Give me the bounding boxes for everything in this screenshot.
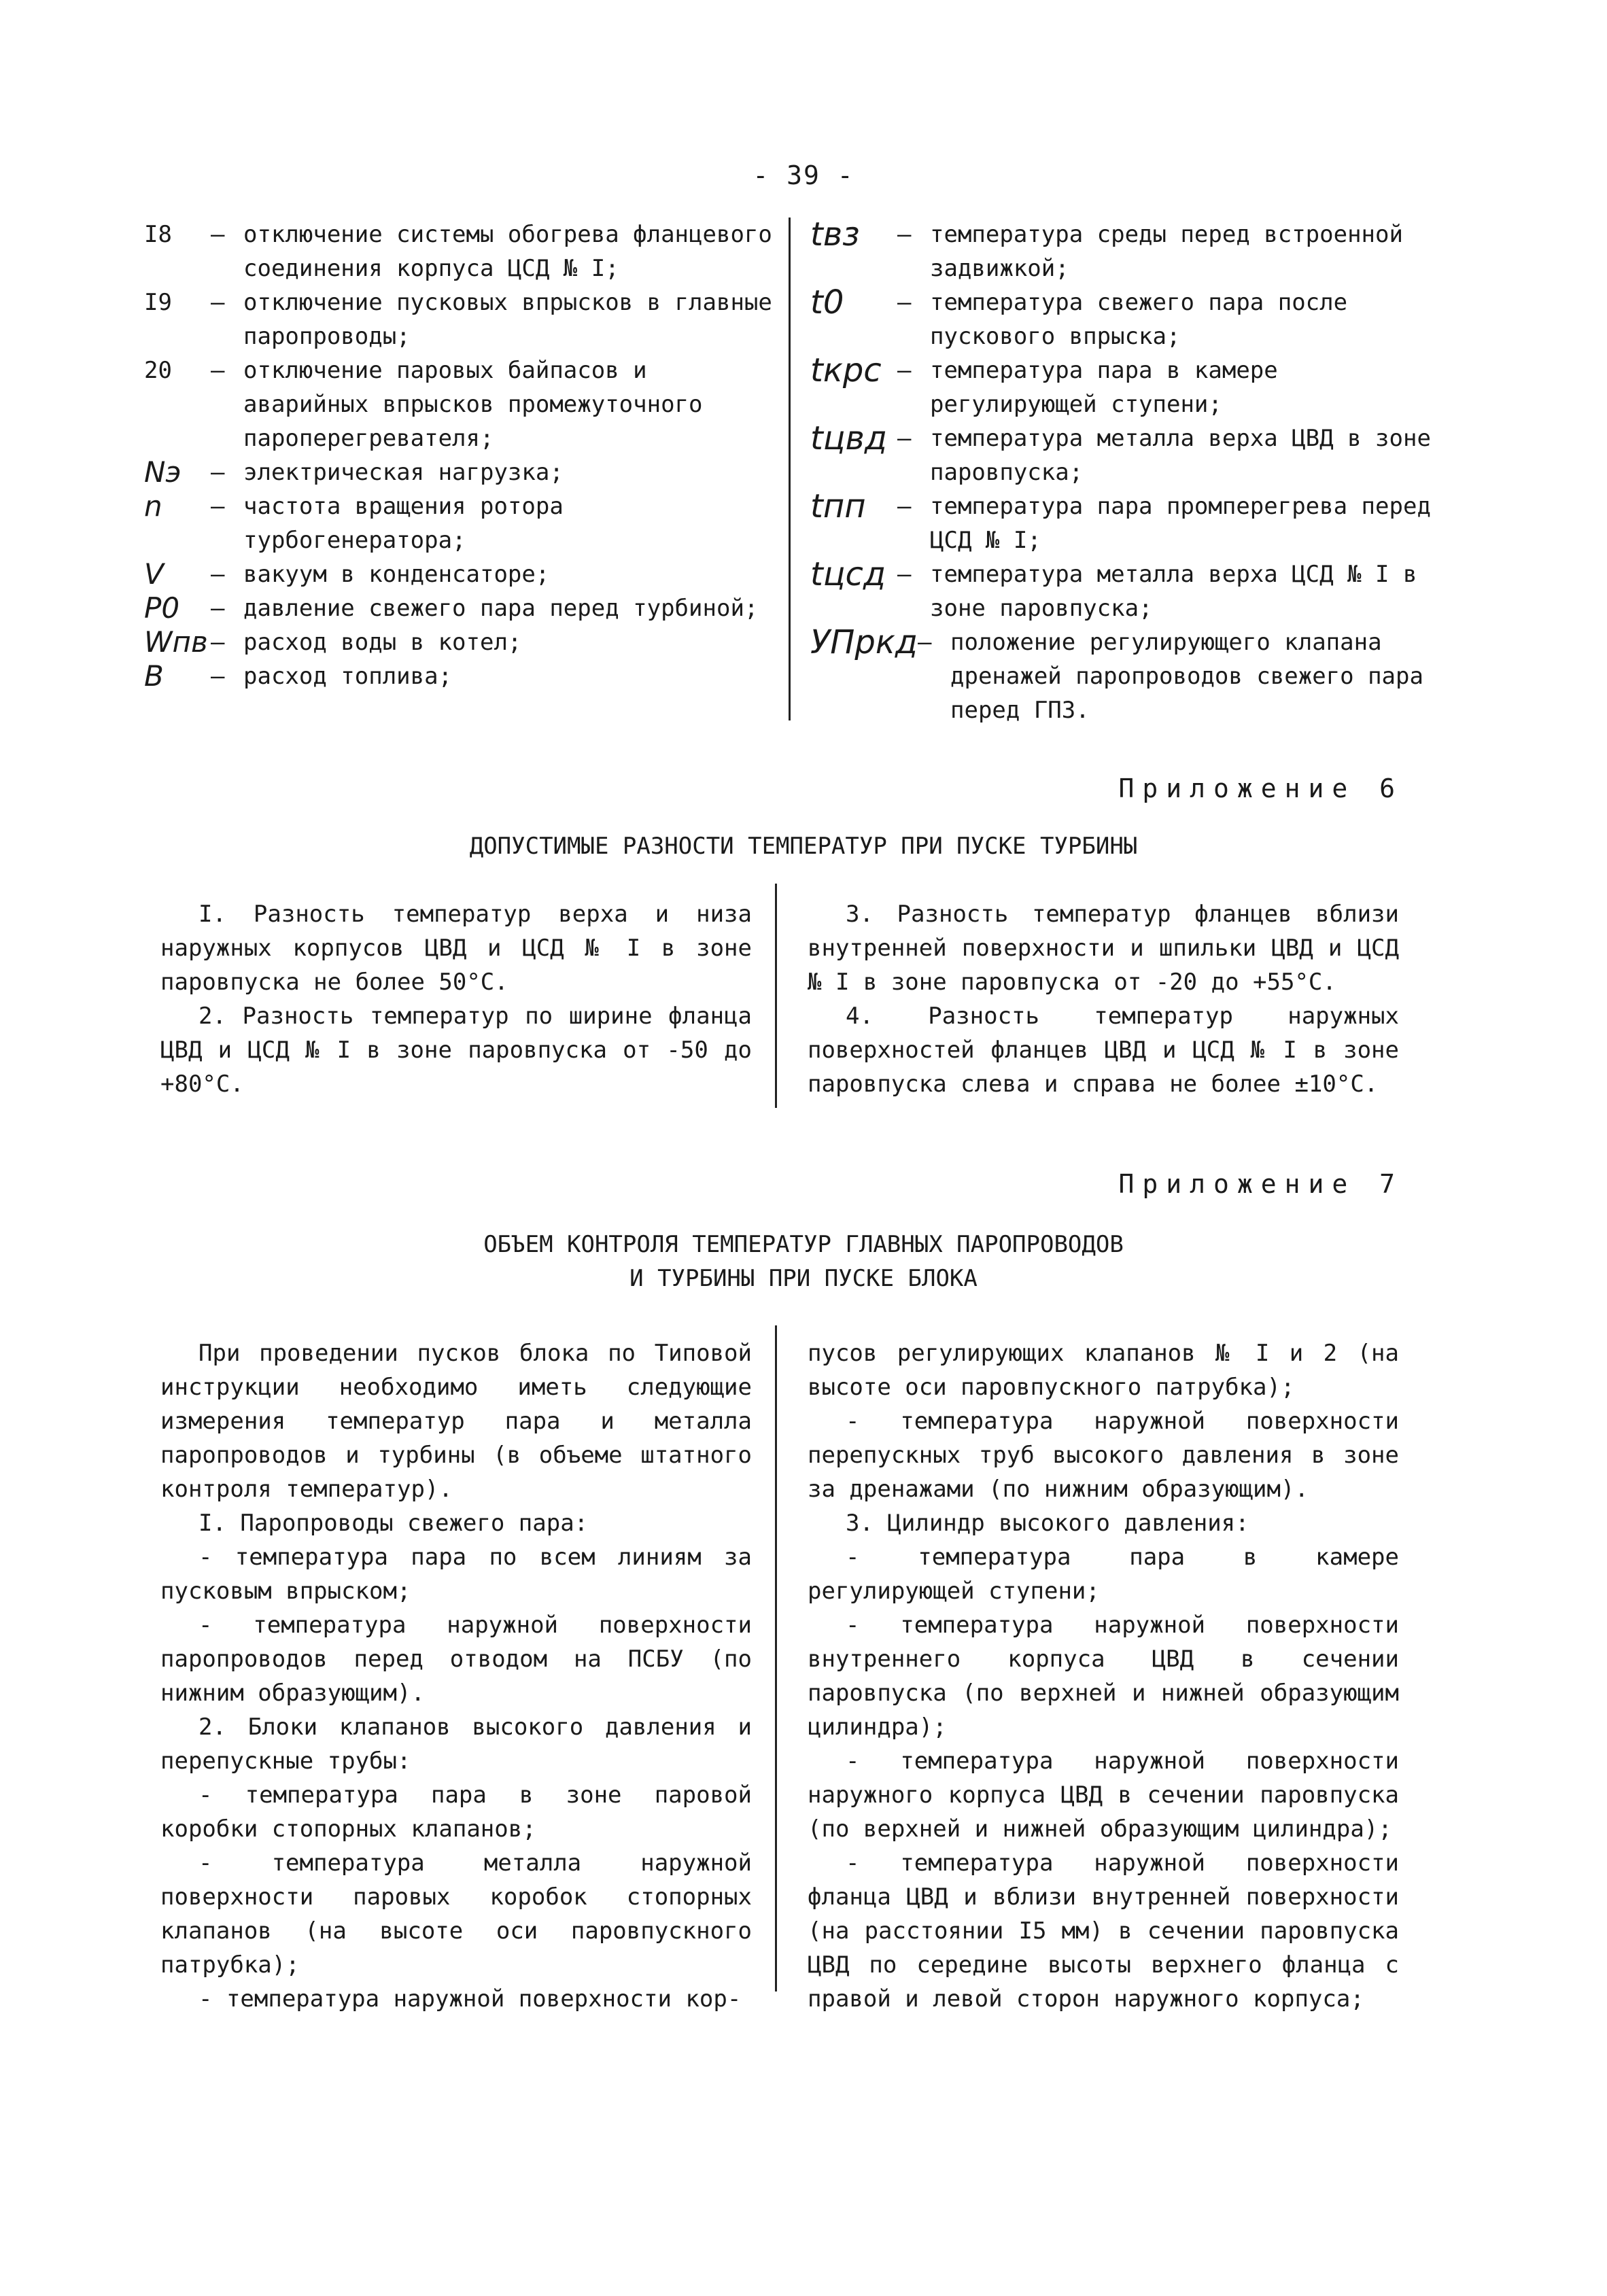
legend-left <box>144 218 776 693</box>
legend-text: давление свежего пара перед турбиной; <box>243 595 759 622</box>
appendix7-section-title: I. Паропроводы свежего пара: <box>198 1510 589 1537</box>
legend-text: температура металла верха ЦСД № I в зоне паровпуска; <box>930 561 1417 622</box>
legend-row <box>144 455 776 489</box>
legend-dash: – <box>211 459 225 486</box>
legend-symbol: tкрс <box>810 351 882 389</box>
legend-symbol: tцсд <box>810 555 886 593</box>
appendix7-title-line1: ОБЪЕМ КОНТРОЛЯ ТЕМПЕРАТУР ГЛАВНЫХ ПАРОПРОВОДОВ <box>483 1231 1124 1258</box>
legend-symbol: I8 <box>144 221 172 248</box>
legend-text: температура среды перед встроенной задвижкой; <box>930 221 1403 282</box>
appendix7-paragraph: При проведении пусков блока по Типовой инструкции необходимо иметь следующие измерения температур пара и металла паропроводов и турбины (в объеме штатного контроля температур). <box>160 1340 752 1503</box>
appendix7-dash-item: - температура пара в камере регулирующей ступени; <box>808 1544 1399 1605</box>
legend-dash: – <box>897 221 912 248</box>
legend-dash: – <box>211 663 225 690</box>
legend-symbol: Nэ <box>144 455 182 489</box>
legend-symbol: tвз <box>810 215 860 254</box>
appendix7-title-line2: И ТУРБИНЫ ПРИ ПУСКЕ БЛОКА <box>629 1265 978 1292</box>
legend-text: частота вращения ротора турбогенератора; <box>243 493 564 554</box>
legend-symbol: V <box>144 557 164 591</box>
legend-text: температура пара промперегрева перед ЦСД № I; <box>930 493 1431 554</box>
legend-right <box>810 215 1449 727</box>
legend-text: вакуум в конденсаторе; <box>243 561 550 588</box>
appendix7-dash-item: - температура наружной поверхности внутреннего корпуса ЦВД в сечении паровпуска (по верхней и нижней образующим цилиндра); <box>808 1612 1399 1741</box>
legend-dash: – <box>211 595 225 622</box>
legend-text: температура свежего пара после пускового впрыска; <box>930 289 1348 350</box>
appendix7-right <box>808 1336 1399 2016</box>
legend-row <box>810 557 1449 625</box>
legend-text: отключение паровых байпасов и аварийных впрысков промежуточного пароперегревателя; <box>243 357 703 452</box>
appendix6-heading: Приложение 6 <box>1118 773 1403 803</box>
legend-dash: – <box>211 221 225 248</box>
appendix7-dash-item: - температура пара в зоне паровой коробки стопорных клапанов; <box>160 1781 752 1843</box>
legend-dash: – <box>897 493 912 520</box>
appendix7-dash-item: - температура наружной поверхности наружного корпуса ЦВД в сечении паровпуска (по верхней и нижней образующим цилиндра); <box>808 1747 1399 1843</box>
appendix6-title: ДОПУСТИМЫЕ РАЗНОСТИ ТЕМПЕРАТУР ПРИ ПУСКЕ ТУРБИНЫ <box>469 833 1138 860</box>
legend-symbol: tцвд <box>810 419 887 457</box>
legend-text: электрическая нагрузка; <box>243 459 564 486</box>
appendix7-dash-item: - температура наружной поверхности перепускных труб высокого давления в зоне за дренажами (по нижним образующим). <box>808 1408 1399 1503</box>
legend-divider <box>789 218 791 720</box>
appendix6-item-1: I. Разность температур верха и низа наружных корпусов ЦВД и ЦСД № I в зоне паровпуска не более 50°С. <box>160 901 752 996</box>
legend-row <box>144 285 776 353</box>
legend-dash: – <box>211 629 225 656</box>
legend-symbol: B <box>144 659 164 693</box>
appendix6-left <box>160 897 752 1101</box>
legend-row <box>810 489 1449 557</box>
legend-row <box>144 659 776 693</box>
appendix7-heading: Приложение 7 <box>1118 1169 1403 1199</box>
legend-row <box>144 489 776 557</box>
appendix7-left <box>160 1336 752 2016</box>
appendix6-item-4: 4. Разность температур наружных поверхностей фланцев ЦВД и ЦСД № I в зоне паровпуска слева и справа не более ±10°С. <box>808 1003 1399 1098</box>
legend-dash: – <box>211 561 225 588</box>
appendix6-right <box>808 897 1399 1101</box>
legend-row <box>144 625 776 659</box>
legend-row <box>144 353 776 455</box>
appendix7-paragraph: пусов регулирующих клапанов № I и 2 (на высоте оси паровпускного патрубка); <box>808 1340 1399 1401</box>
legend-symbol: I9 <box>144 289 172 316</box>
appendix6-divider <box>775 884 777 1108</box>
appendix7-divider <box>775 1325 777 1991</box>
legend-symbol: t0 <box>810 283 844 321</box>
legend-dash: – <box>897 289 912 316</box>
appendix6-item-2: 2. Разность температур по ширине фланца ЦВД и ЦСД № I в зоне паровпуска от -50 до +80°С. <box>160 1003 752 1098</box>
legend-dash: – <box>211 493 225 520</box>
appendix7-section-title: 3. Цилиндр высокого давления: <box>846 1510 1249 1537</box>
legend-dash: – <box>897 357 912 384</box>
legend-dash: – <box>897 561 912 588</box>
legend-dash: – <box>918 629 932 656</box>
legend-row <box>810 285 1449 353</box>
legend-text: отключение пусковых впрысков в главные паропроводы; <box>243 289 772 350</box>
legend-symbol: УПркд <box>810 623 918 661</box>
legend-row <box>144 218 776 285</box>
legend-symbol: Wпв <box>144 625 208 659</box>
legend-row <box>144 591 776 625</box>
legend-row <box>144 557 776 591</box>
legend-text: расход воды в котел; <box>243 629 522 656</box>
appendix7-dash-item: - температура наружной поверхности кор- <box>198 1985 742 2013</box>
appendix7-dash-item: - температура наружной поверхности фланца ЦВД и вблизи внутренней поверхности (на расстоянии I5 мм) в сечении паровпуска ЦВД по середине высоты верхнего фланца с правой и левой сторон наружного корпуса; <box>808 1849 1399 2013</box>
legend-symbol: P0 <box>144 591 180 625</box>
appendix7-dash-item: - температура пара по всем линиям за пусковым впрыском; <box>160 1544 752 1605</box>
legend-symbol: 20 <box>144 357 172 384</box>
legend-row <box>810 215 1449 285</box>
legend-text: положение регулирующего клапана дренажей паропроводов свежего пара перед ГПЗ. <box>950 629 1423 724</box>
legend-symbol: n <box>144 489 162 523</box>
legend-dash: – <box>897 425 912 452</box>
legend-row <box>810 625 1449 727</box>
legend-text: отключение системы обогрева фланцевого соединения корпуса ЦСД № I; <box>243 221 772 282</box>
legend-text: расход топлива; <box>243 663 453 690</box>
legend-row <box>810 353 1449 421</box>
appendix7-dash-item: - температура металла наружной поверхности паровых коробок стопорных клапанов (на высоте оси паровпускного патрубка); <box>160 1849 752 1979</box>
legend-text: температура металла верха ЦВД в зоне паровпуска; <box>930 425 1431 486</box>
legend-text: температура пара в камере регулирующей ступени; <box>930 357 1278 418</box>
legend-dash: – <box>211 289 225 316</box>
legend-symbol: tпп <box>810 487 866 525</box>
page-number: - 39 - <box>753 160 854 190</box>
appendix6-item-3: 3. Разность температур фланцев вблизи внутренней поверхности и шпильки ЦВД и ЦСД № I в зоне паровпуска от -20 до +55°С. <box>808 901 1399 996</box>
legend-dash: – <box>211 357 225 384</box>
appendix7-section-title: 2. Блоки клапанов высокого давления и перепускные трубы: <box>160 1714 752 1775</box>
appendix7-dash-item: - температура наружной поверхности паропроводов перед отводом на ПСБУ (по нижним образующим). <box>160 1612 752 1707</box>
legend-row <box>810 421 1449 489</box>
